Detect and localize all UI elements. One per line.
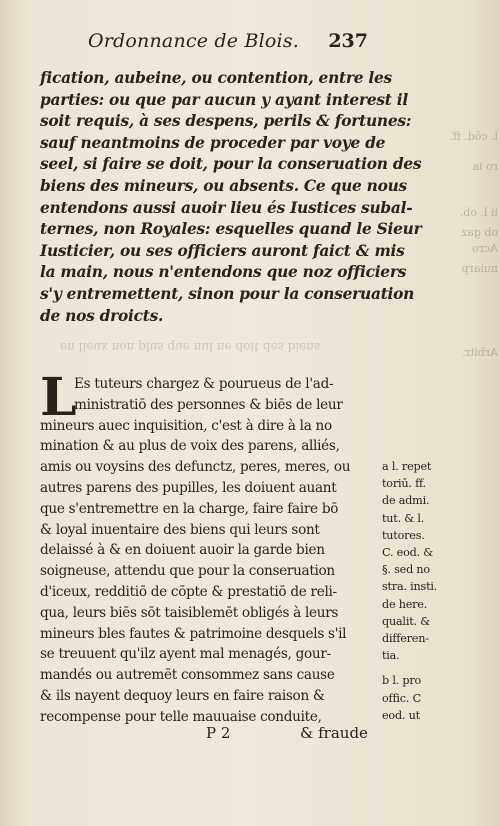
text-line: d'iceux, redditiō de cōpte & prestatiō de reli- — [40, 583, 337, 600]
margin-note: stra. insti. — [382, 580, 438, 594]
catchword: & fraude — [300, 724, 368, 742]
text-line: de nos droicts. — [40, 306, 164, 325]
show-through-mark: l. cōd. ff. — [449, 130, 498, 143]
show-through-mark: ii l. ob. — [459, 206, 498, 219]
text-line: mandés ou autremēt consommez sans cause — [40, 667, 335, 684]
text-line: mination & au plus de voix des parens, alliés, — [40, 438, 340, 455]
text-line: recompense pour telle mauuaise conduite, — [40, 708, 322, 725]
margin-note: tia. — [382, 649, 400, 663]
text-line: se treuuent qu'ilz ayent mal menagés, gour- — [40, 646, 331, 663]
show-through-mark: Arbitr. — [462, 346, 498, 359]
show-through-mark: ro ia — [472, 160, 498, 173]
show-through-mark: Acro — [472, 242, 498, 255]
margin-note: C. eod. & — [382, 546, 434, 560]
margin-note: differen- — [382, 632, 429, 646]
text-line: mineurs auec inquisition, c'est à dire à la no — [40, 417, 332, 434]
margin-gap — [382, 664, 492, 672]
text-line: mineurs bles fautes & patrimoine desquels s'il — [40, 625, 347, 642]
text-line: ternes, non Royales: esquelles quand le Sieur — [40, 220, 422, 239]
drop-cap: L — [40, 367, 77, 428]
text-line: & loyal inuentaire des biens qui leurs sont — [40, 521, 320, 538]
text-line: que s'entremettre en la charge, faire faire bō — [40, 500, 339, 517]
text-line: sauf neantmoins de proceder par voye de — [40, 133, 386, 152]
text-line: biens des mineurs, ou absents. Ce que nous — [40, 176, 407, 195]
text-line: autres parens des pupilles, les doiuent auant — [40, 479, 337, 496]
text-line: qua, leurs biēs sōt taisiblemēt obligés à leurs — [40, 604, 339, 621]
margin-note: b l. pro — [382, 674, 422, 688]
margin-notes — [382, 458, 492, 724]
roman-paragraph — [40, 367, 380, 728]
text-line: la main, nous n'entendons que noz officiers — [40, 263, 407, 282]
running-title: Ordonnance de Blois. — [88, 30, 300, 52]
text-line: soit requis, à ses despens, perils & fortunes: — [40, 112, 412, 131]
signature-mark: P 2 — [206, 724, 231, 742]
text-line: fication, aubeine, ou contention, entre les — [40, 69, 392, 87]
text-line: s'y entremettent, sinon pour la conseruation — [40, 284, 415, 303]
text-line: amis ou voysins des defunctz, peres, meres, ou — [40, 459, 351, 476]
margin-note: eod. ut — [382, 708, 420, 722]
margin-note: qualit. & — [382, 614, 430, 628]
margin-note: tut. & l. — [382, 511, 425, 525]
margin-note: tutores. — [382, 528, 425, 542]
text-line: parties: ou que par aucun y ayant interest il — [40, 90, 408, 109]
text-line: entendons aussi auoir lieu és Iustices subal- — [40, 198, 413, 217]
page-number: 237 — [328, 30, 368, 52]
margin-note: offic. C — [382, 691, 421, 705]
text-line: & ils nayent dequoy leurs en faire raison & — [40, 687, 325, 704]
text-line: ministratiō des personnes & biēs de leur — [74, 396, 343, 413]
show-through-mark: ob gaz — [461, 226, 498, 239]
margin-note: a l. repet — [382, 460, 432, 473]
text-line: Es tuteurs chargez & pourueus de l'ad- — [74, 376, 334, 392]
text-line: soigneuse, attendu que pour la conseruation — [40, 563, 335, 580]
text-line: seel, si faire se doit, pour la conseruation des — [40, 155, 422, 174]
text-line: delaissé à & en doiuent auoir la garde bien — [40, 542, 325, 559]
margin-note: §. sed no — [382, 563, 430, 577]
margin-note: de admi. — [382, 494, 430, 508]
margin-note: de here. — [382, 597, 428, 611]
margin-note: toriū. ff. — [382, 477, 426, 491]
italic-paragraph — [40, 68, 422, 327]
show-through-text: en lieux non plus que nul ne doit des biens — [60, 340, 321, 354]
page-header — [88, 30, 368, 52]
show-through-mark: nuiarp — [461, 262, 498, 275]
text-line: Iusticier, ou ses officiers auront faict & mis — [40, 241, 405, 260]
